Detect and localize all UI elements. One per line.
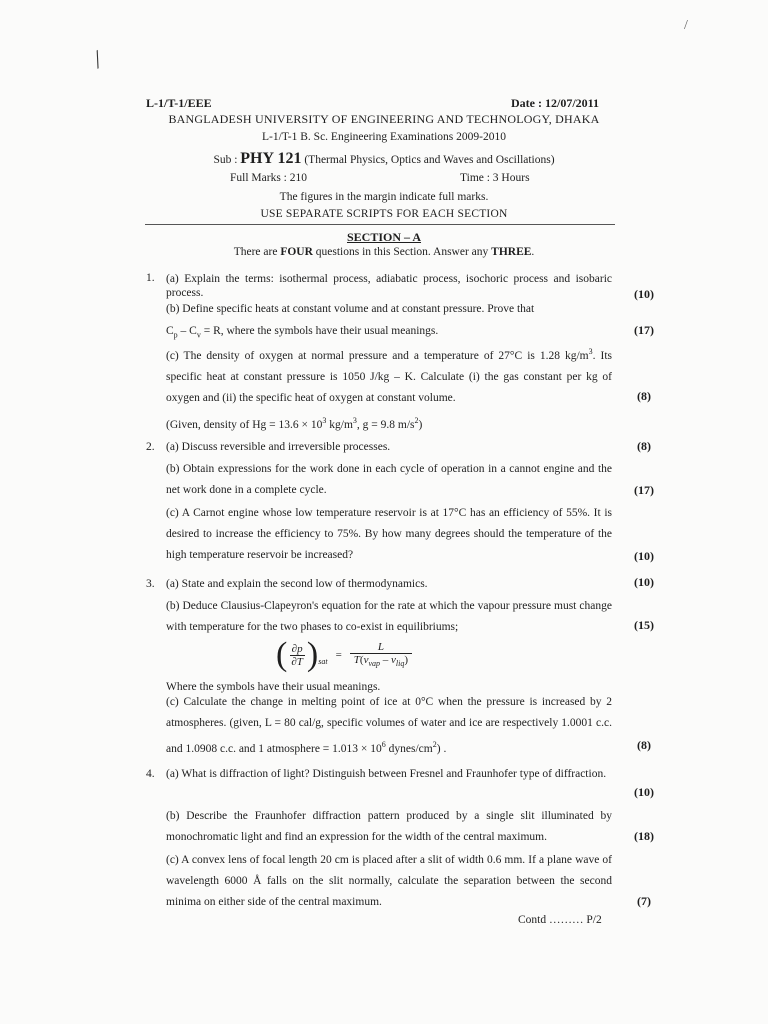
- instr-text: .: [531, 246, 535, 258]
- question-1b-line2: [166, 324, 612, 342]
- q1c-sup: 3: [588, 347, 593, 356]
- header-rule: [145, 224, 615, 225]
- exam-title: L-1/T-1 B. Sc. Engineering Examinations 2009-2010: [262, 131, 506, 143]
- subject-prefix: Sub :: [213, 154, 241, 166]
- section-instruction: [0, 246, 768, 258]
- rhs-fraction: [352, 641, 410, 668]
- question-3c: [166, 692, 612, 760]
- question-1a: (a) Explain the terms: isothermal process, adiabatic process, isochoric process and isobaric process.: [166, 273, 612, 299]
- question-2c: (c) A Carnot engine whose low temperature reservoir is at 17°C has an efficiency of 55%. It is desired to increase the efficiency to 75%. By how many degrees should the temperature of the high temperature reservoir be increased?: [166, 507, 612, 561]
- instr-text: questions in this Section. Answer any: [312, 246, 492, 258]
- formula-text: C: [166, 325, 174, 337]
- question-1b-line1: (b) Define specific heats at constant volume and at constant pressure. Prove that: [166, 303, 535, 315]
- eq-sub-vap: vap: [368, 659, 381, 669]
- question-1c-given: [166, 410, 612, 436]
- eq-equals: =: [335, 649, 342, 661]
- question-4b: (b) Describe the Fraunhofer diffraction pattern produced by a single slit illuminated by monochromatic light and find an expression for the width of the central maximum.: [166, 810, 612, 843]
- q3c-sup: 6: [381, 740, 386, 749]
- partial-fraction: [289, 643, 305, 668]
- question-number: 3.: [146, 578, 155, 590]
- university-name: BANGLADESH UNIVERSITY OF ENGINEERING AND TECHNOLOGY, DHAKA: [168, 112, 600, 126]
- question-1c: [166, 341, 612, 409]
- marks-3a: (10): [634, 575, 654, 589]
- question-2a: (a) Discuss reversible and irreversible processes.: [166, 441, 391, 453]
- marks-4c: (7): [637, 894, 651, 908]
- scan-mark: ╱: [90, 51, 106, 70]
- instr-bold: THREE: [491, 246, 532, 258]
- clausius-clapeyron-equation: [276, 638, 412, 672]
- course-code: L-1/T-1/EEE: [146, 96, 212, 110]
- question-4c: (c) A convex lens of focal length 20 cm is placed after a slit of width 0.6 mm. If a plane wave of wavelength 6000 Å falls on the slit normally, calculate the separation between the second minima on either side of the central maximum.: [166, 854, 612, 908]
- eq-denominator: ∂T: [291, 655, 303, 668]
- q3c-text: (c) Calculate the change in melting point of ice at 0°C when the pressure is increased by 2 atmospheres. (given, L = 80 cal/g, specific volumes of water and ice are respectively 1.0001 c.c. and 1.0908 c.c. and 1 atmosphere = 1.013 × 10: [166, 696, 612, 755]
- q1c-text: . Its specific heat at constant pressure is 1050 J/kg – K. Calculate (i) the gas constant per kg of oxygen and (ii) the specific heat of oxygen at constant volume.: [166, 349, 613, 404]
- given-text: kg/m: [326, 418, 353, 431]
- left-paren: (: [276, 636, 288, 673]
- instr-text: There are: [233, 246, 281, 258]
- instr-bold: FOUR: [280, 246, 313, 258]
- rhs-numerator: L: [350, 641, 412, 654]
- eq-minus-v: – v: [380, 654, 396, 667]
- q1c-text: (c) The density of oxygen at normal pressure and a temperature of 27°C is 1.28 kg/m: [166, 349, 589, 362]
- eq-sub-liq: liq: [395, 659, 405, 669]
- marks-2c: (10): [634, 549, 654, 563]
- marks-2a: (8): [637, 439, 651, 453]
- exam-date: Date : 12/07/2011: [511, 96, 599, 110]
- marks-1a: (10): [634, 287, 654, 301]
- q3c-text: ) .: [436, 742, 447, 755]
- marks-3c: (8): [637, 738, 651, 752]
- exam-time: Time : 3 Hours: [460, 172, 530, 184]
- rhs-denominator: $T(v_{vap} - v_{liq})$: [353, 654, 409, 669]
- scan-mark: /: [684, 18, 688, 33]
- marks-3b: (15): [634, 618, 654, 632]
- question-number: 4.: [146, 768, 155, 780]
- eq-sub: sat: [318, 657, 328, 666]
- marks-1b: (17): [634, 323, 654, 337]
- formula-sub: p: [173, 330, 178, 340]
- given-sup: 2: [414, 416, 419, 425]
- marks-4a: (10): [634, 785, 654, 799]
- marks-2b: (17): [634, 483, 654, 497]
- given-text: , g = 9.8 m/s: [356, 418, 415, 431]
- subject-code: PHY 121: [240, 150, 302, 167]
- full-marks: Full Marks : 210: [230, 172, 307, 184]
- given-text: ): [418, 418, 423, 431]
- question-3-where: Where the symbols have their usual meanings.: [166, 681, 381, 693]
- given-sup: 3: [352, 416, 357, 425]
- question-3b: (b) Deduce Clausius-Clapeyron's equation for the rate at which the vapour pressure must change with temperature for the two phases to co-exist in equilibriums;: [166, 600, 612, 633]
- question-4a: (a) What is diffraction of light? Distinguish between Fresnel and Fraunhofer type of diffraction.: [166, 768, 607, 780]
- formula-text: = R, where the symbols have their usual meanings.: [200, 325, 439, 337]
- marks-4b: (18): [634, 829, 654, 843]
- question-3a: (a) State and explain the second low of thermodynamics.: [166, 578, 428, 590]
- subject-title: (Thermal Physics, Optics and Waves and Oscillations): [301, 154, 555, 166]
- section-title: SECTION – A: [346, 230, 422, 244]
- eq-T: T: [353, 654, 360, 667]
- formula-sub: v: [196, 330, 201, 340]
- q3c-sup: 2: [432, 740, 437, 749]
- question-number: 1.: [146, 272, 155, 284]
- given-sup: 3: [322, 416, 327, 425]
- subject-line: [0, 150, 768, 168]
- continued-note: Contd ……… P/2: [518, 914, 602, 926]
- scripts-note: USE SEPARATE SCRIPTS FOR EACH SECTION: [260, 208, 508, 220]
- question-number: 2.: [146, 441, 155, 453]
- eq-numerator: ∂p: [291, 642, 303, 655]
- question-2b: (b) Obtain expressions for the work done in each cycle of operation in a cannot engine and the net work done in a complete cycle.: [166, 463, 612, 496]
- marks-1c: (8): [637, 389, 651, 403]
- q3c-text: dynes/cm: [385, 742, 433, 755]
- right-paren: ): [306, 636, 319, 673]
- given-text: (Given, density of Hg = 13.6 × 10: [166, 418, 323, 431]
- formula-text: – C: [177, 325, 197, 337]
- margin-note: The figures in the margin indicate full marks.: [279, 191, 489, 203]
- eq-v: v: [363, 654, 369, 667]
